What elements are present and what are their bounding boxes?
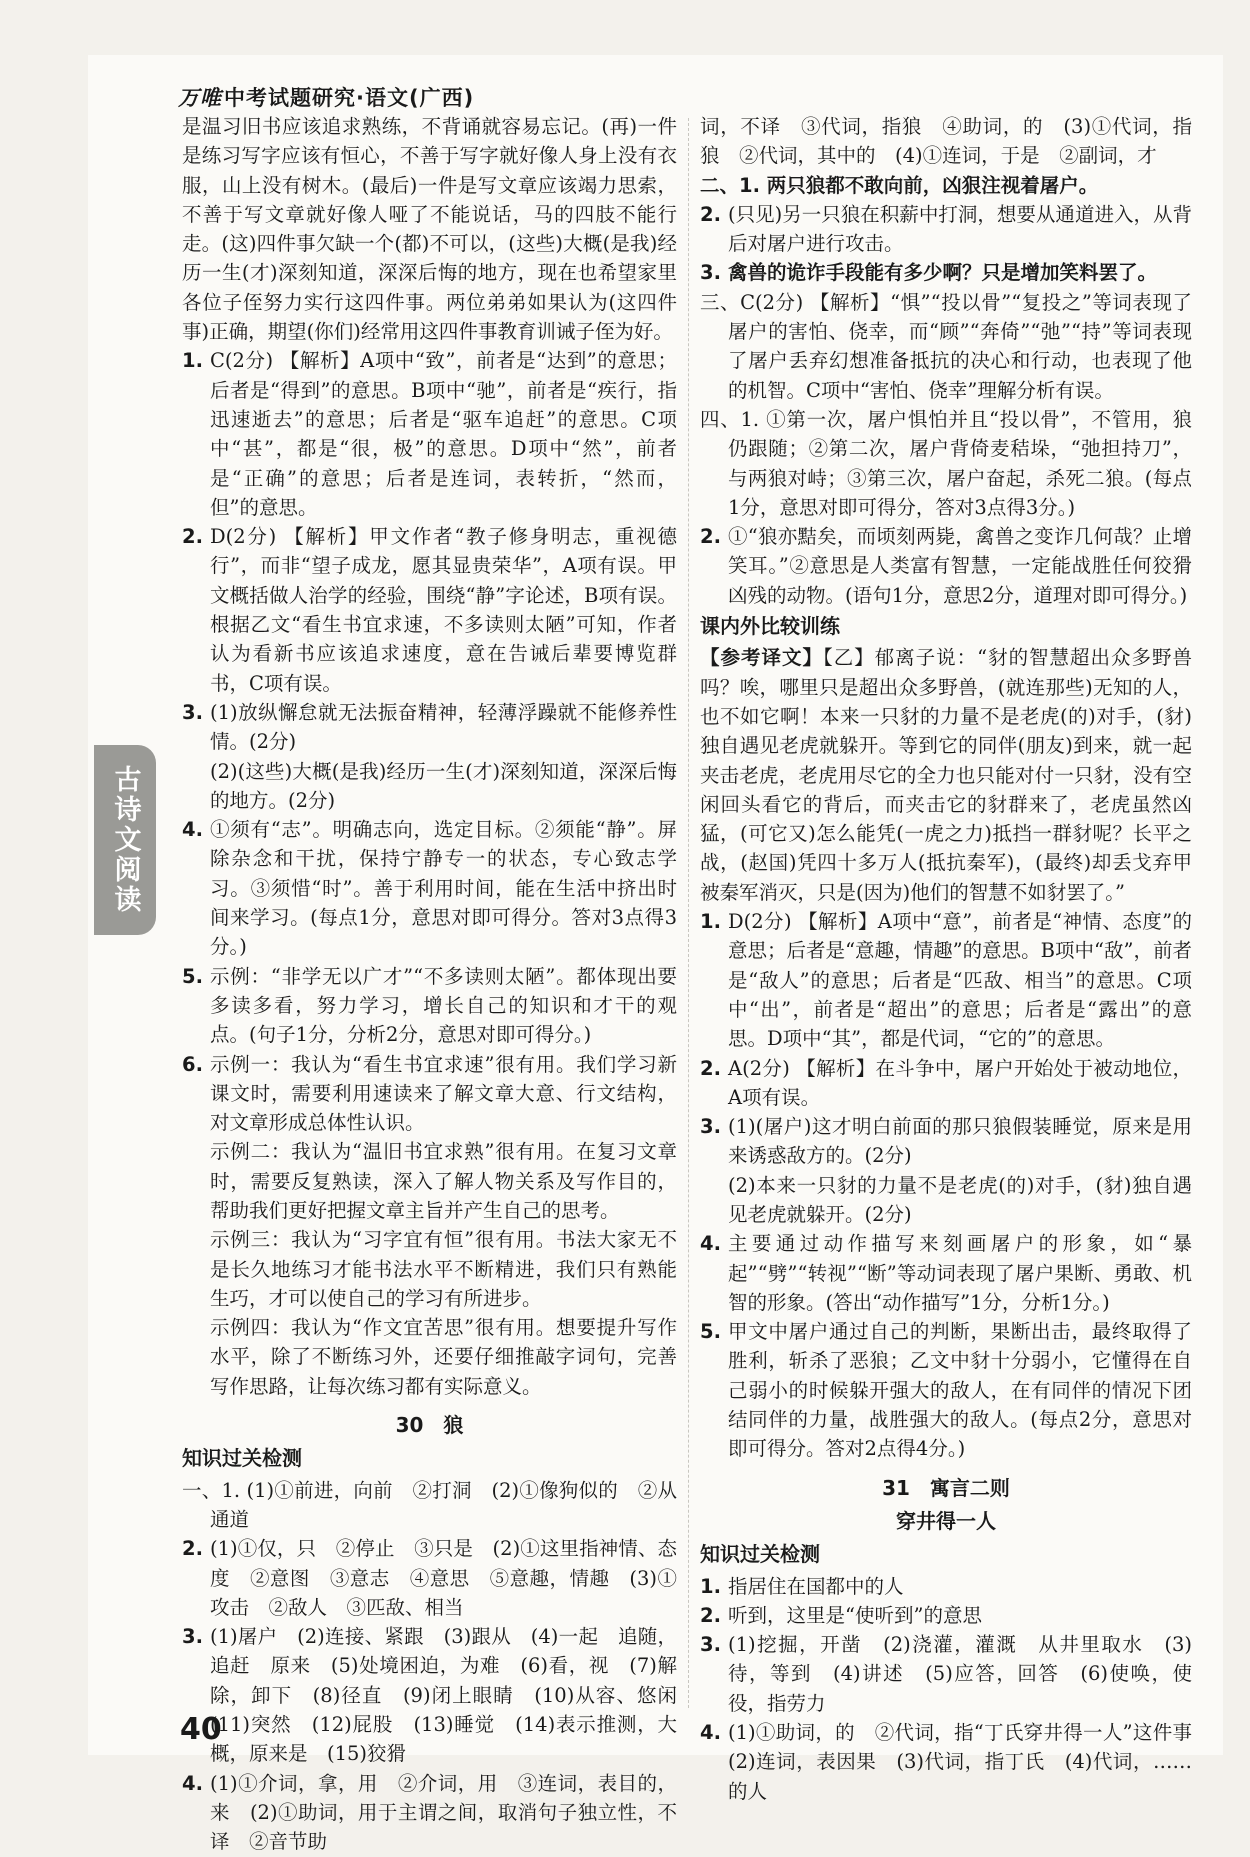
item-number: 5. [182, 964, 203, 988]
lesson-title: 30 狼 [395, 1413, 464, 1438]
item-number: 1. [700, 910, 721, 934]
answer-text: 主要通过动作描写来刻画屠户的形象，如“暴起”“劈”“转视”“断”等动词表现了屠户果断、勇敢、机智的形象。(答出“动作描写”1分，分析1分。) [728, 1232, 1192, 1314]
answer-item [700, 1601, 1192, 1630]
answer-item [182, 522, 677, 698]
answer-text: D(2分) 【解析】甲文作者“教子修身明志，重视德行”，而非“望子成龙，愿其显贵荣华”，A项有误。甲文概括做人治学的经验，围绕“静”字论述，B项有误。根据乙文“看生书宜求速，不多读则太陋”可知，作者认为看新书应该追求速度，意在告诫后辈要博览群书，C项有误。 [210, 525, 677, 695]
section-side-tab [94, 745, 156, 935]
answer-text: 禽兽的诡诈手段能有多少啊？只是增加笑料罢了。 [728, 261, 1158, 285]
item-number: 2. [700, 202, 721, 226]
answer-text: (1)①介词，拿，用 ②介词，用 ③连词，表目的，来 (2)①助词，用于主谓之间，取消句子独立性，不译 ②音节助 [210, 1771, 677, 1854]
answer-text: (1)放纵懈怠就无法振奋精神，轻薄浮躁就不能修养性情。(2分) [210, 700, 677, 754]
answer-item [700, 1229, 1192, 1317]
answer-text: (1)(屠户)这才明白前面的那只狼假装睡觉，原来是用来诱惑敌方的。(2分) [728, 1115, 1192, 1168]
answer-text: 甲文中屠户通过自己的判断，果断出击，最终取得了胜利，斩杀了恶狼；乙文中豺十分弱小，它懂得在自己弱小的时候躲开强大的敌人，在有同伴的情况下团结同伴的力量，战胜强大的敌人。(每点2分，意思对即可得分。答对2点得4分。) [728, 1320, 1192, 1461]
answer-item [182, 962, 677, 1050]
answer-item [700, 1112, 1192, 1229]
answer-item: 二、1. 两只狼都不敢向前，凶狠注视着屠户。 [700, 173, 1099, 197]
answer-text: 听到，这里是“使听到”的意思 [728, 1603, 982, 1627]
left-column [182, 112, 697, 1857]
section-heading: 知识过关检测 [700, 1542, 820, 1567]
answer-item [700, 907, 1192, 1053]
item-number: 2. [700, 1603, 721, 1627]
answer-continued: 词，不译 ③代词，指狼 ④助词，的 (3)①代词，指狼 ②代词，其中的 (4)①连词，于是 ②副词，才 [700, 115, 1192, 168]
answer-text: (2)(这些)大概(是我)经历一生(才)深刻知道，深深后悔的地方。(2分) [210, 759, 677, 812]
answer-item [700, 1317, 1192, 1463]
section-heading: 课内外比较训练 [700, 614, 840, 639]
item-number: 4. [182, 1771, 203, 1795]
answer-text: (只见)另一只狼在积薪中打洞，想要从通道进入，从背后对屠户进行攻击。 [728, 202, 1192, 256]
running-header [178, 82, 474, 112]
item-number: 3. [182, 700, 203, 724]
item-number: 1. [700, 1574, 721, 1598]
answer-item [182, 1622, 697, 1768]
answer-text: 示例：“非学无以广才”“不多读则太陋”。都体现出要多读多看，努力学习，增长自己的知识和才干的观点。(句子1分，分析2分，意思对即可得分。) [210, 964, 677, 1047]
answer-text: (1)挖掘，开凿 (2)浇灌，灌溉 从井里取水 (3)待，等到 (4)讲述 (5)应答，回答 (6)使唤，使役，指劳力 [728, 1633, 1192, 1715]
answer-item [182, 346, 677, 522]
item-number: 3. [182, 1625, 203, 1649]
item-number: 3. [700, 1633, 721, 1657]
answer-text: C(2分) 【解析】A项中“致”，前者是“达到”的意思；后者是“得到”的意思。B项中“驰”，前者是“疾行，指迅速逝去”的意思；后者是“驱车追赶”的意思。C项中“甚”，都是“很，极”的意思。D项中“然”，前者是“正确”的意思；后者是连词，表转折，“然而，但”的意思。 [210, 349, 677, 519]
example-text: 示例一：我认为“看生书宜求速”很有用。我们学习新课文时，需要利用速读来了解文章大意、行文结构，对文章形成总体性认识。 [210, 1052, 677, 1135]
answer-item [182, 1769, 677, 1857]
side-tab-label: 古诗文阅读 [109, 765, 141, 915]
answer-item: 四、1. ①第一次，屠户惧怕并且“投以骨”，不管用，狼仍跟随；②第二次，屠户背倚麦秸垛，“弛担持刀”，与两狼对峙；③第三次，屠户奋起，杀死二狼。(每点1分，意思对即可得分，答对3点得3分。) [700, 407, 1192, 519]
answer-item [700, 1718, 1212, 1806]
item-number: 3. [700, 1115, 721, 1139]
reference-translation [700, 643, 1192, 907]
example-text: 示例二：我认为“温旧书宜求熟”很有用。在复习文章时，需要反复熟读，深入了解人物关系及写作目的，帮助我们更好把握文章主旨并产生自己的思考。 [210, 1140, 677, 1222]
item-number: 6. [182, 1052, 203, 1076]
answer-item [700, 1054, 1192, 1113]
answer-item [700, 200, 1192, 259]
column-divider [688, 118, 689, 1708]
header-title: 中考试题研究·语文(广西) [224, 86, 475, 110]
answer-text: (1)①仅，只 ②停止 ③只是 (2)①这里指神情、态度 ②意图 ③意志 ④意思 ⑤意趣，情趣 (3)①攻击 ②敌人 ③匹敌、相当 [210, 1537, 677, 1619]
answer-item [182, 1534, 677, 1622]
answer-item [182, 1050, 677, 1402]
example-text: 示例三：我认为“习字宜有恒”很有用。书法大家无不是长久地练习才能书法水平不断精进，我们只有熟能生巧，才可以使自己的学习有所进步。 [210, 1228, 677, 1310]
item-number: 2. [182, 1537, 203, 1561]
item-number: 2. [700, 1056, 721, 1080]
answer-text: (1)屠户 (2)连接、紧跟 (3)跟从 (4)一起 追随，追赶 原来 (5)处境困迫，为难 (6)看，视 (7)解除，卸下 (8)径直 (9)闭上眼睛 (10)从容、悠闲 (11)突然 (12)屁股 (13)睡觉 (14)表示推测，大概，原来是 (15)狡猾 [210, 1625, 697, 1766]
lesson-subtitle: 穿井得一人 [896, 1508, 996, 1533]
answer-item: 一、1. (1)①前进，向前 ②打洞 (2)①像狗似的 ②从通道 [182, 1478, 677, 1531]
section-heading: 知识过关检测 [182, 1446, 302, 1471]
item-number: 5. [700, 1320, 721, 1344]
brand-logo: 万唯 [178, 86, 222, 110]
answer-text: (1)①助词，的 ②代词，指“丁氏穿井得一人”这件事 (2)连词，表因果 (3)代词，指丁氏 (4)代词，……的人 [728, 1721, 1212, 1803]
item-number: 4. [182, 818, 203, 842]
translation-continued: 是温习旧书应该追求熟练，不背诵就容易忘记。(再)一件是练习写字应该有恒心，不善于写字就好像人身上没有衣服，山上没有树木。(最后)一件是写文章应该竭力思索，不善于写文章就好像人哑了不能说话，马的四肢不能行走。(这)四件事欠缺一个(都)不可以，(这些)大概(是我)经历一生(才)深刻知道，深深后悔的地方，现在也希望家里各位子侄努力实行这四件事。两位弟弟如果认为(这四件事)正确，期望(你们)经常用这四件事教育训诫子侄为好。 [182, 115, 677, 344]
answer-item [700, 1572, 1192, 1601]
answer-item [700, 258, 1192, 287]
item-number: 2. [182, 525, 203, 549]
page-number: 40 [180, 1712, 222, 1747]
lesson-title: 31 寓言二则 [882, 1475, 1010, 1500]
reference-text: 【乙】郁离子说：“豺的智慧超出众多野兽吗？唉，哪里只是超出众多野兽，(就连那些)无知的人，也不如它啊！本来一只豺的力量不是老虎(的)对手，(豺)独自遇见老虎就躲开。等到它的同伴(朋友)到来，就一起夹击老虎，老虎用尽它的全力也只能对付一只豺，没有空闲回头看它的背后，而夹击它的豺群来了，老虎虽然凶猛，(可它又)怎么能凭(一虎之力)抵挡一群豺呢？长平之战，(赵国)凭四十多万人(抵抗秦军)，(最终)却丢戈弃甲被秦军消灭，只是(因为)他们的智慧不如豺罢了。” [700, 646, 1192, 904]
item-number: 2. [700, 525, 721, 549]
answer-text: ①“狼亦黠矣，而顷刻两毙，禽兽之变诈几何哉？止增笑耳。”②意思是人类富有智慧，一定能战胜任何狡猾凶残的动物。(语句1分，意思2分，道理对即可得分。) [728, 525, 1192, 607]
answer-item [182, 815, 677, 961]
answer-item [182, 698, 677, 815]
answer-item: 三、C(2分) 【解析】“惧”“投以骨”“复投之”等词表现了屠户的害怕、侥幸，而“顾”“奔倚”“弛”“持”等词表现了屠户丢弃幻想准备抵抗的决心和行动，也表现了他的机智。C项中“害怕、侥幸”理解分析有误。 [700, 290, 1192, 402]
answer-text: 指居住在国都中的人 [728, 1574, 904, 1598]
item-number: 1. [182, 349, 203, 373]
right-column [700, 112, 1212, 1806]
item-number: 3. [700, 261, 721, 285]
item-number: 4. [700, 1721, 721, 1745]
answer-text: A(2分) 【解析】在斗争中，屠户开始处于被动地位，A项有误。 [728, 1056, 1192, 1109]
item-number: 4. [700, 1232, 721, 1256]
answer-text: D(2分) 【解析】A项中“意”，前者是“神情、态度”的意思；后者是“意趣，情趣”的意思。B项中“敌”，前者是“敌人”的意思；后者是“匹敌、相当”的意思。C项中“出”，前者是“超出”的意思；后者是“露出”的意思。D项中“其”，都是代词，“它的”的意思。 [728, 910, 1192, 1051]
answer-item [700, 1630, 1192, 1718]
answer-text: (2)本来一只豺的力量不是老虎(的)对手，(豺)独自遇见老虎就躲开。(2分) [728, 1173, 1192, 1226]
answer-item [700, 522, 1192, 610]
example-text: 示例四：我认为“作文宜苦思”很有用。想要提升写作水平，除了不断练习外，还要仔细推敲字词句，完善写作思路，让每次练习都有实际意义。 [210, 1316, 677, 1398]
answer-text: ①须有“志”。明确志向，选定目标。②须能“静”。屏除杂念和干扰，保持宁静专一的状态，专心致志学习。③须惜“时”。善于利用时间，能在生活中挤出时间来学习。(每点1分，意思对即可得分。答对3点得3分。) [210, 818, 677, 959]
reference-label: 【参考译文】 [700, 646, 823, 670]
